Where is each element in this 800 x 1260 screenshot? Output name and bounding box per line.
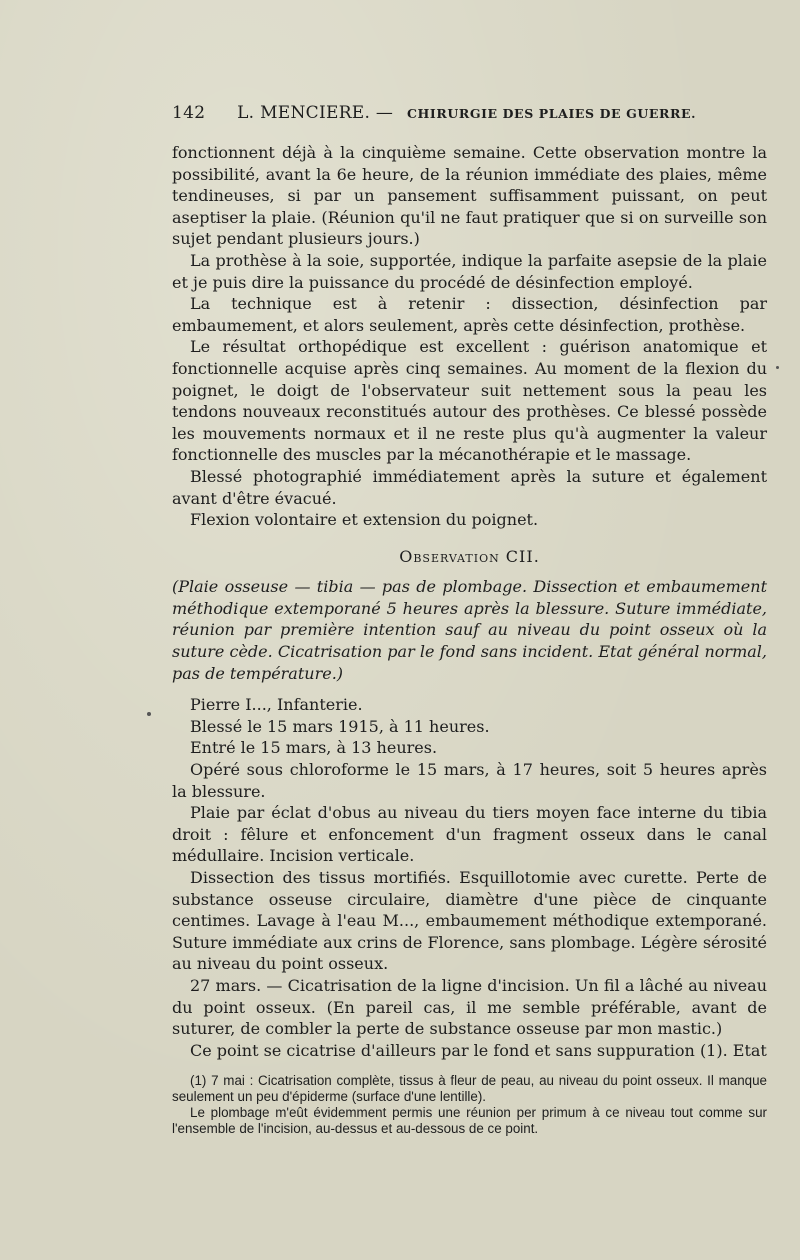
observation-line: Pierre I..., Infanterie. bbox=[190, 695, 363, 715]
paragraph: fonctionnent déjà à la cinquième semaine. Cette observation montre la possibilité, avant la 6e heure, de la réunion immédiate des plaies, même tendineuses, si par un pansement suffisamment puissant, on peut aseptiser la plaie. (Réunion qu'il ne faut pratiquer que si on surveille son sujet pendant plusieurs jours.) bbox=[172, 143, 767, 249]
observation-line: Dissection des tissus mortifiés. Esquillotomie avec curette. Perte de substance osseuse circulaire, diamètre d'une pièce de cinquante centimes. Lavage à l'eau M..., embaumement méthodique extemporané. Suture immédiate aux crins de Florence, sans plombage. Légère sérosité au niveau du point osseux. bbox=[172, 868, 767, 974]
running-header bbox=[172, 103, 772, 123]
footnote: Le plombage m'eût évidemment permis une réunion per primum à ce niveau tout comme sur l'ensemble de l'incision, au-dessus et au-dessous de ce point. bbox=[172, 1105, 767, 1136]
ink-speck bbox=[147, 712, 151, 716]
footnote: (1) 7 mai : Cicatrisation complète, tissus à fleur de peau, au niveau du point osseux. Il manque seulement un peu d'épiderme (surface d'une lentille). bbox=[172, 1073, 767, 1104]
observation-title: Observation CII. bbox=[399, 546, 540, 566]
header-author: L. MENCIERE. — bbox=[237, 103, 394, 123]
observation-line: Blessé le 15 mars 1915, à 11 heures. bbox=[190, 716, 490, 736]
observation-line: Entré le 15 mars, à 13 heures. bbox=[190, 738, 438, 758]
paragraph: Le résultat orthopédique est excellent : guérison anatomique et fonctionnelle acquise après cinq semaines. Au moment de la flexion du poignet, le doigt de l'observateur suit nettement sous la peau les tendons nouveaux reconstitués autour des prothèses. Ce blessé possède les mouvements normaux et il ne reste plus qu'à augmenter la valeur fonctionnelle des muscles par la mécanothérapie et le massage. bbox=[172, 337, 767, 465]
ink-speck bbox=[776, 366, 779, 369]
header-title: CHIRURGIE DES PLAIES DE GUERRE. bbox=[406, 106, 697, 121]
paragraph: La technique est à retenir : dissection, désinfection par embaumement, et alors seulement, après cette désinfection, prothèse. bbox=[172, 294, 767, 335]
paragraph: Flexion volontaire et extension du poignet. bbox=[190, 510, 539, 530]
observation-summary: (Plaie osseuse — tibia — pas de plombage. Dissection et embaumement méthodique extemporané 5 heures après la blessure. Suture immédiate, réunion par première intention sauf au niveau du point osseux où la suture cède. Cicatrisation par le fond sans incident. Etat général normal, pas de température.) bbox=[172, 577, 767, 683]
observation-line: 27 mars. — Cicatrisation de la ligne d'incision. Un fil a lâché au niveau du point osseux. (En pareil cas, il me semble préférable, avant de suturer, de combler la perte de substance osseuse par mon mastic.) bbox=[172, 975, 767, 1039]
page-number: 142 bbox=[172, 103, 206, 123]
paragraph: Blessé photographié immédiatement après la suture et également avant d'être évacué. bbox=[172, 466, 767, 508]
observation-line: Ce point se cicatrise d'ailleurs par le fond et sans suppuration (1). Etat bbox=[190, 1040, 767, 1060]
paragraph: La prothèse à la soie, supportée, indique la parfaite asepsie de la plaie et je puis dire la puissance du procédé de désinfection employé. bbox=[172, 250, 767, 292]
footnotes bbox=[172, 1073, 767, 1137]
observation-line: Opéré sous chloroforme le 15 mars, à 17 heures, soit 5 heures après la blessure. bbox=[172, 760, 767, 801]
observation-line: Plaie par éclat d'obus au niveau du tiers moyen face interne du tibia droit : fêlure et enfoncement d'un fragment osseux dans le canal médullaire. Incision verticale. bbox=[172, 803, 767, 866]
body-text bbox=[172, 142, 767, 1061]
